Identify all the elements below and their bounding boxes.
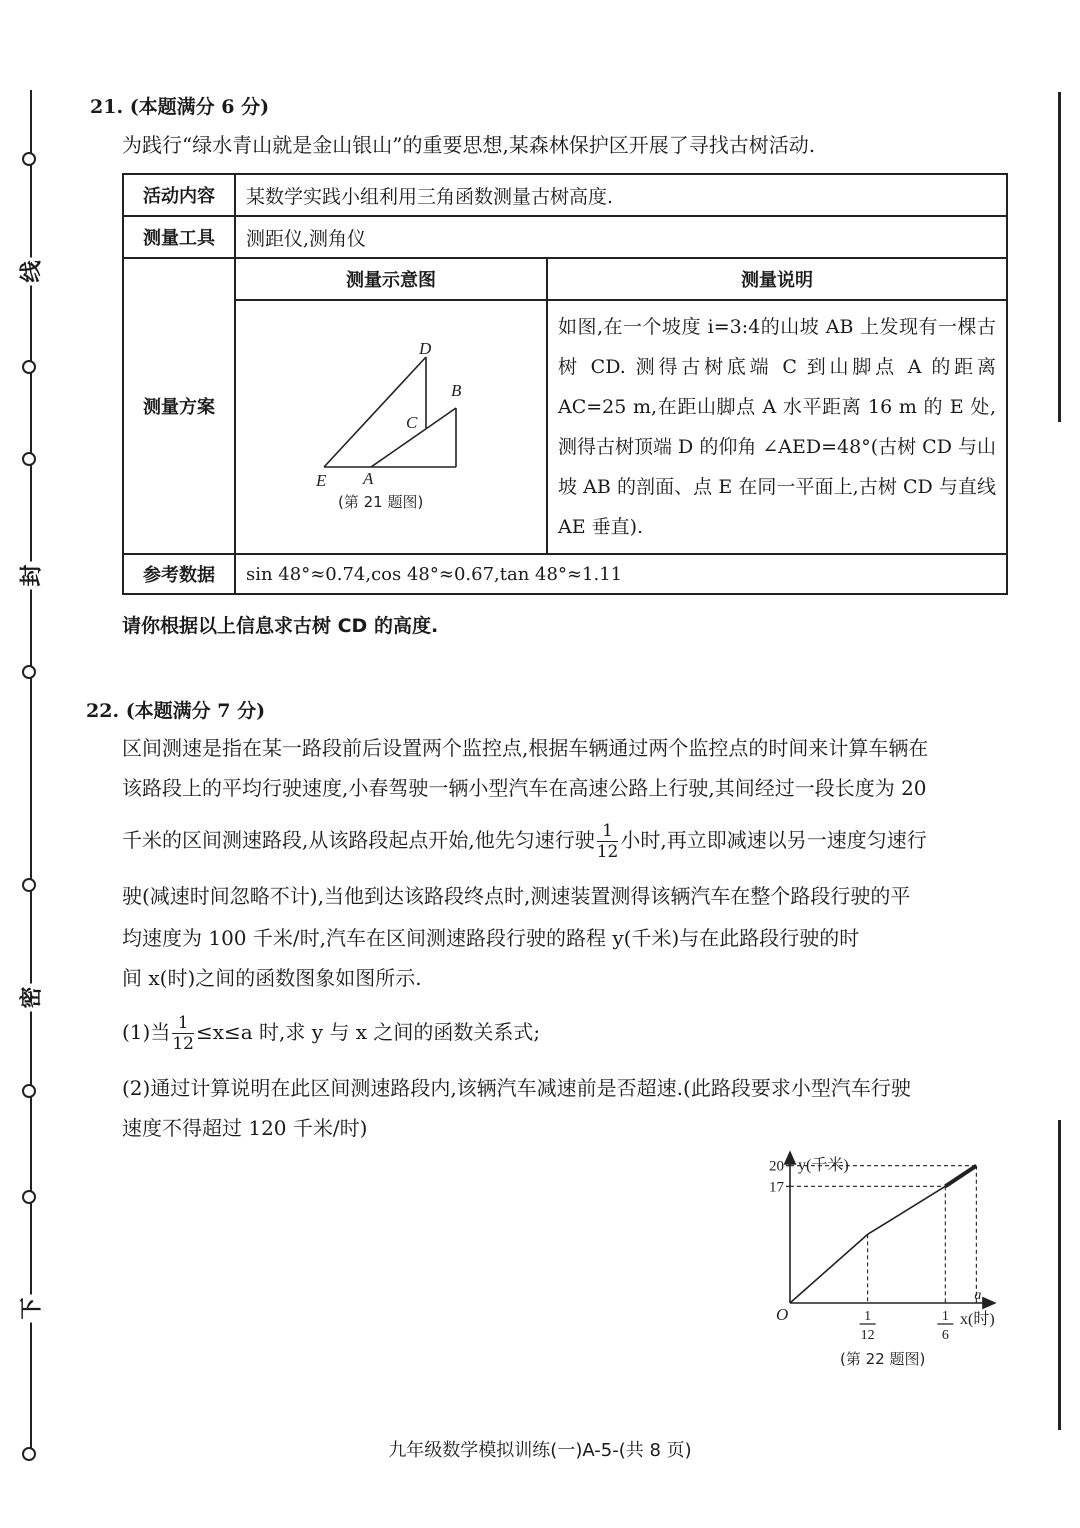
- label-A: A: [363, 469, 374, 488]
- q21-intro: 为践行“绿水青山就是金山银山”的重要思想,某森林保护区开展了寻找古树活动.: [122, 133, 816, 157]
- a-label: a: [974, 1288, 982, 1303]
- activity-label: 活动内容: [123, 174, 235, 216]
- explain-cell: [547, 300, 1007, 554]
- label-B: B: [451, 381, 462, 400]
- y-tick-label: 17: [769, 1179, 784, 1196]
- q21-number: 21.: [90, 96, 124, 118]
- q22-score: (本题满分 7 分): [125, 700, 266, 722]
- page-footer: 九年级数学模拟训练(一)A-5-(共 8 页): [388, 1440, 692, 1461]
- ref-label: 参考数据: [123, 554, 235, 594]
- q22-chart: [760, 1140, 1020, 1370]
- ref-value: sin 48°≈0.74,cos 48°≈0.67,tan 48°≈1.11: [235, 554, 1007, 594]
- y-axis-label: y(千米): [798, 1157, 849, 1174]
- binding-hole: [22, 665, 36, 679]
- plan-label: 测量方案: [123, 258, 235, 554]
- binding-char-xian: 线: [15, 258, 46, 286]
- line-ED: [324, 357, 426, 467]
- series-segment: [790, 1234, 868, 1303]
- frac-num: 1: [172, 1013, 194, 1034]
- tools-label: 测量工具: [123, 216, 235, 258]
- q21-figure: [236, 302, 546, 552]
- right-margin-mark: [1058, 92, 1061, 422]
- q22-sub2a: (2)通过计算说明在此区间测速路段内,该辆汽车减速前是否超速.(此路段要求小型汽车行驶: [122, 1076, 911, 1100]
- sub1-a: (1)当: [122, 1020, 171, 1044]
- binding-hole: [22, 1084, 36, 1098]
- q21-score: (本题满分 6 分): [129, 96, 270, 118]
- series-segment: [868, 1186, 946, 1234]
- y-tick-label: 20: [769, 1158, 784, 1175]
- fraction-1-12: [597, 821, 619, 862]
- frac-den: 12: [172, 1034, 194, 1054]
- q22-sub2b: 速度不得超过 120 千米/时): [122, 1116, 368, 1140]
- q22-line3-b: 小时,再立即减速以另一速度匀速行: [620, 828, 927, 852]
- q22-sub1: [122, 1012, 540, 1054]
- q22-line3: [122, 820, 927, 862]
- x-axis-label: x(时): [960, 1311, 995, 1328]
- binding-hole: [22, 878, 36, 892]
- frac-den: 12: [596, 842, 619, 862]
- sub1-b: ≤x≤a 时,求 y 与 x 之间的函数关系式;: [195, 1020, 541, 1044]
- q21-question: 请你根据以上信息求古树 CD 的高度.: [122, 615, 439, 637]
- binding-char-mi: 密: [15, 984, 46, 1012]
- q21-caption: (第 21 题图): [338, 493, 424, 511]
- fraction-1-12: [172, 1013, 194, 1054]
- label-D: D: [419, 339, 432, 358]
- q22-number: 22.: [86, 700, 120, 722]
- q22-line5: 均速度为 100 千米/时,汽车在区间测速路段行驶的路程 y(千米)与在此路段行驶的时: [122, 926, 860, 950]
- binding-char-feng: 封: [15, 562, 46, 590]
- q22-line4: 驶(减速时间忽略不计),当他到达该路段终点时,测速装置测得该辆汽车在整个路段行驶的平: [122, 884, 911, 908]
- q22-line3-a: 千米的区间测速路段,从该路段起点开始,他先匀速行驶: [122, 828, 595, 852]
- x-tick-num: 1: [864, 1309, 872, 1324]
- binding-hole: [22, 452, 36, 466]
- explanation-text: 如图,在一个坡度 i=3:4的山坡 AB 上发现有一棵古树 CD. 测得古树底端 C 到山脚点 A 的距离 AC=25 m,在距山脚点 A 水平距离 16 m 的 E 处,测得古树顶端 D 的仰角 ∠AED=48°(古树 CD 与山坡 AB 的剖面、点 E 在同一平面上,古树 CD 与直线 AE 垂直).: [558, 316, 996, 538]
- explain-header: 测量说明: [547, 258, 1007, 300]
- x-tick-den: 6: [941, 1328, 949, 1343]
- q21-table: [122, 173, 1008, 595]
- q22-line2: 该路段上的平均行驶速度,小春驾驶一辆小型汽车在高速公路上行驶,其间经过一段长度为 20: [122, 776, 927, 800]
- diagram-cell: [235, 300, 547, 554]
- right-margin-mark: [1058, 1120, 1061, 1430]
- q22-caption: (第 22 题图): [840, 1350, 926, 1368]
- q21-header: [90, 92, 269, 119]
- q22-header: [86, 696, 265, 723]
- activity-value: 某数学实践小组利用三角函数测量古树高度.: [235, 174, 1007, 216]
- x-tick-den: 12: [860, 1328, 875, 1343]
- binding-hole: [22, 152, 36, 166]
- frac-num: 1: [597, 821, 619, 842]
- x-tick-num: 1: [941, 1309, 949, 1324]
- label-E: E: [316, 471, 327, 490]
- series-segment: [945, 1166, 976, 1187]
- origin-label: O: [776, 1305, 789, 1324]
- label-C: C: [406, 413, 418, 432]
- binding-char-xia: 下: [15, 1295, 46, 1323]
- binding-line: [30, 90, 32, 1450]
- q22-line1: 区间测速是指在某一路段前后设置两个监控点,根据车辆通过两个监控点的时间来计算车辆在: [122, 736, 929, 760]
- binding-hole: [22, 1190, 36, 1204]
- diagram-header: 测量示意图: [235, 258, 547, 300]
- q22-line6: 间 x(时)之间的函数图象如图所示.: [122, 966, 422, 990]
- tools-value: 测距仪,测角仪: [235, 216, 1007, 258]
- binding-hole: [22, 360, 36, 374]
